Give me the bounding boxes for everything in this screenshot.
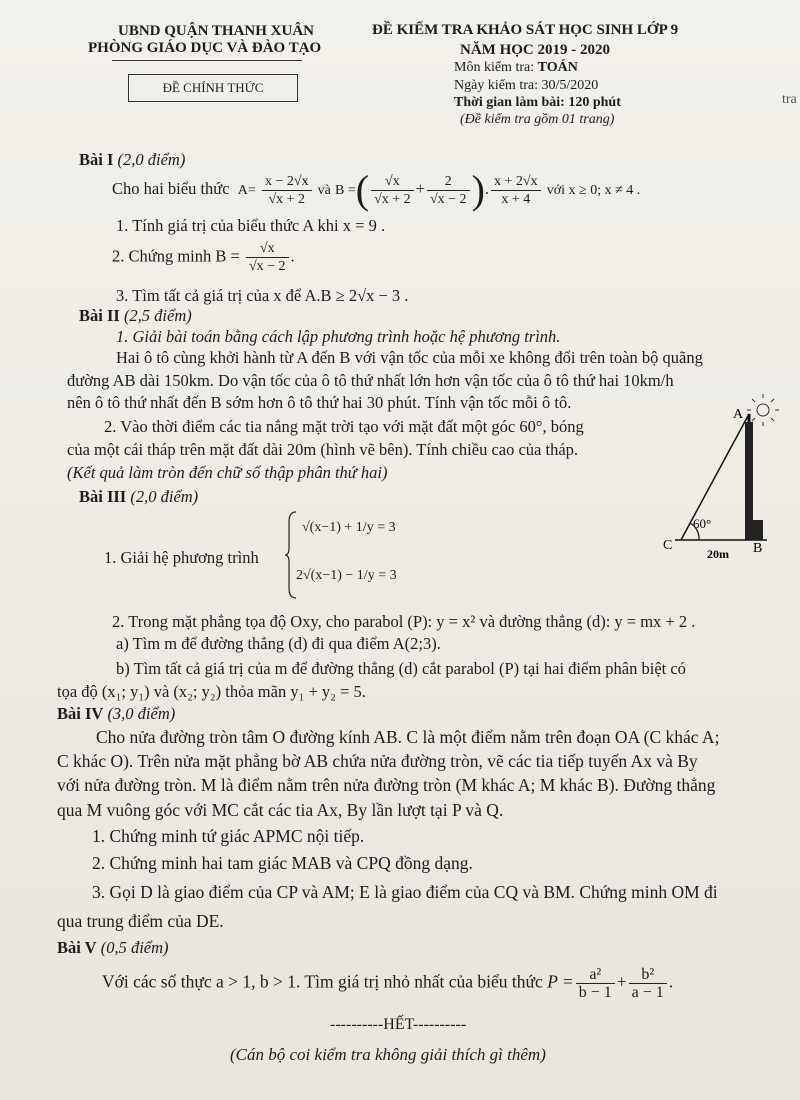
bai2-line5: của một cái tháp trên mặt đất dài 20m (hình vẽ bên). Tính chiều cao của tháp.: [67, 440, 579, 459]
bai5-heading: Bài V (0,5 điểm): [57, 938, 169, 957]
bai2-line6: (Kết quả làm tròn đến chữ số thập phân thứ hai): [67, 463, 388, 482]
system-brace: [284, 510, 298, 600]
bai4-q3a: 3. Gọi D là giao điểm của CP và AM; E là giao điểm của CQ và BM. Chứng minh OM đi: [92, 882, 718, 902]
fraction-B2: $\frac{2}{√x - 2}$: [427, 173, 470, 208]
exam-title: ĐỀ KIỂM TRA KHẢO SÁT HỌC SINH LỚP 9: [372, 22, 679, 38]
length-label: 20m: [707, 547, 729, 561]
bai4-q3b: qua trung điểm của DE.: [57, 911, 224, 931]
label-B: B: [753, 541, 763, 556]
bai4-line2: C khác O). Trên nửa mặt phẳng bờ AB chứa nửa đường tròn, vẽ các tia tiếp tuyến Ax và By: [57, 751, 698, 771]
bai1-heading: Bài I (2,0 điểm): [79, 150, 186, 169]
fraction-B1: $\frac{√x}{√x + 2}$: [371, 173, 414, 208]
fraction-A: $\frac{x - 2√x}{√x + 2}$: [262, 173, 312, 208]
bai1-q1: 1. Tính giá trị của biểu thức A khi x = 9 .: [116, 216, 386, 235]
right-angle-block: [751, 520, 763, 540]
bai2-line4: 2. Vào thời điểm các tia nắng mặt trời tạo với mặt đất một góc 60°, bóng: [104, 417, 584, 436]
bai1-q3: 3. Tìm tất cả giá trị của x để A.B ≥ 2√x − 3 .: [116, 286, 409, 305]
bai4-line3: với nửa đường tròn. M là điểm nằm trên nửa đường tròn (M khác A; M khác B). Đường thẳng: [57, 775, 716, 795]
sun-ray-line: [681, 414, 749, 540]
bai3-qa: a) Tìm m để đường thẳng (d) đi qua điểm A(2;3).: [116, 634, 441, 653]
label-C: C: [663, 538, 673, 553]
fraction-P2: $\frac{\text{b²}}{a - 1}$: [629, 966, 667, 1001]
header-underline: [112, 60, 302, 61]
official-badge: ĐỀ CHÍNH THỨC: [128, 74, 298, 102]
exam-date: Ngày kiểm tra: 30/5/2020: [454, 78, 599, 93]
angle-label: 60°: [693, 516, 712, 531]
fraction-P1: $\frac{\text{a²}}{b - 1}$: [576, 966, 615, 1001]
bai3-qb1: b) Tìm tất cả giá trị của m để đường thẳng (d) cắt parabol (P) tại hai điểm phân biệt có: [116, 659, 686, 678]
bai2-p1: 1. Giải bài toán bằng cách lập phương trình hoặc hệ phương trình.: [116, 327, 561, 346]
exam-duration: Thời gian làm bài: 120 phút: [454, 95, 621, 110]
label-A: A: [733, 407, 744, 422]
bai3-q1: 1. Giải hệ phương trình: [104, 548, 259, 567]
bai3-heading: Bài III (2,0 điểm): [79, 487, 199, 506]
page-count: (Đề kiểm tra gồm 01 trang): [460, 112, 615, 127]
bai2-line3: nên ô tô thứ nhất đến B sớm hơn ô tô thứ hai 30 phút. Tính vận tốc mỗi ô tô.: [67, 393, 572, 412]
bai4-line1: Cho nửa đường tròn tâm O đường kính AB. C là một điểm nằm trên đoạn OA (C khác A;: [96, 727, 720, 747]
bai2-line2: đường AB dài 150km. Do vận tốc của ô tô thứ nhất lớn hơn vận tốc của ô tô thứ hai 10km/h: [67, 371, 674, 390]
bai4-q2: 2. Chứng minh hai tam giác MAB và CPQ đồng dạng.: [92, 853, 473, 873]
bai4-heading: Bài IV (3,0 điểm): [57, 704, 176, 723]
bai1-q2: 2. Chứng minh B = $\frac{√x}{√x - 2}$ .: [112, 241, 295, 274]
tower-figure: [655, 392, 795, 564]
footer-note: (Cán bộ coi kiểm tra không giải thích gì thêm): [230, 1045, 546, 1064]
subject-line: Môn kiểm tra: TOÁN: [454, 60, 578, 75]
sun-icon: [757, 404, 769, 416]
fraction-B3: $\frac{x + 2√x}{x + 4}$: [491, 173, 541, 208]
edge-fragment: tra: [782, 92, 797, 107]
bai4-line4: qua M vuông góc với MC cắt các tia Ax, By lần lượt tại P và Q.: [57, 800, 504, 820]
bai2-heading: Bài II (2,5 điểm): [79, 306, 192, 325]
end-marker: ----------HẾT----------: [330, 1016, 467, 1033]
bai2-line1: Hai ô tô cùng khởi hành từ A đến B với vận tốc của mỗi xe không đổi trên toàn bộ quãng: [116, 348, 703, 367]
school-year: NĂM HỌC 2019 - 2020: [460, 42, 610, 58]
system-eq2: 2√(x−1) − 1/y = 3: [296, 568, 397, 583]
bai1-expressions: Cho hai biểu thức A= $\frac{x - 2√x}{√x + 2}$ và B =( $\frac{√x}{√x + 2}$ + $\frac{2}{√x - 2}$ ). $\frac{x + 2√x}{x + 4}$ với x ≥ 0; x ≠ 4 .: [112, 167, 641, 212]
bai5-text: Với các số thực a > 1, b > 1. Tìm giá trị nhỏ nhất của biểu thức P = $\frac{\text{a²}}{b - 1}$ + $\frac{\text{b²}}{a - 1}$ .: [102, 966, 674, 1001]
system-eq1: √(x−1) + 1/y = 3: [302, 520, 396, 535]
fraction-q2: $\frac{√x}{√x - 2}$: [246, 240, 289, 275]
bai3-q2: 2. Trong mặt phẳng tọa độ Oxy, cho parabol (P): y = x² và đường thẳng (d): y = mx + 2 .: [112, 612, 696, 631]
dept-name: UBND QUẬN THANH XUÂN: [118, 23, 314, 39]
sun-rays-icon: [747, 394, 779, 426]
bai3-qb2: tọa độ (x₁; y₁) và (x₂; y₂) thỏa mãn y₁ + y₂ = 5.: [57, 682, 366, 701]
office-name: PHÒNG GIÁO DỤC VÀ ĐÀO TẠO: [88, 40, 322, 56]
subject-name: TOÁN: [537, 60, 578, 75]
bai4-q1: 1. Chứng minh tứ giác APMC nội tiếp.: [92, 826, 365, 846]
